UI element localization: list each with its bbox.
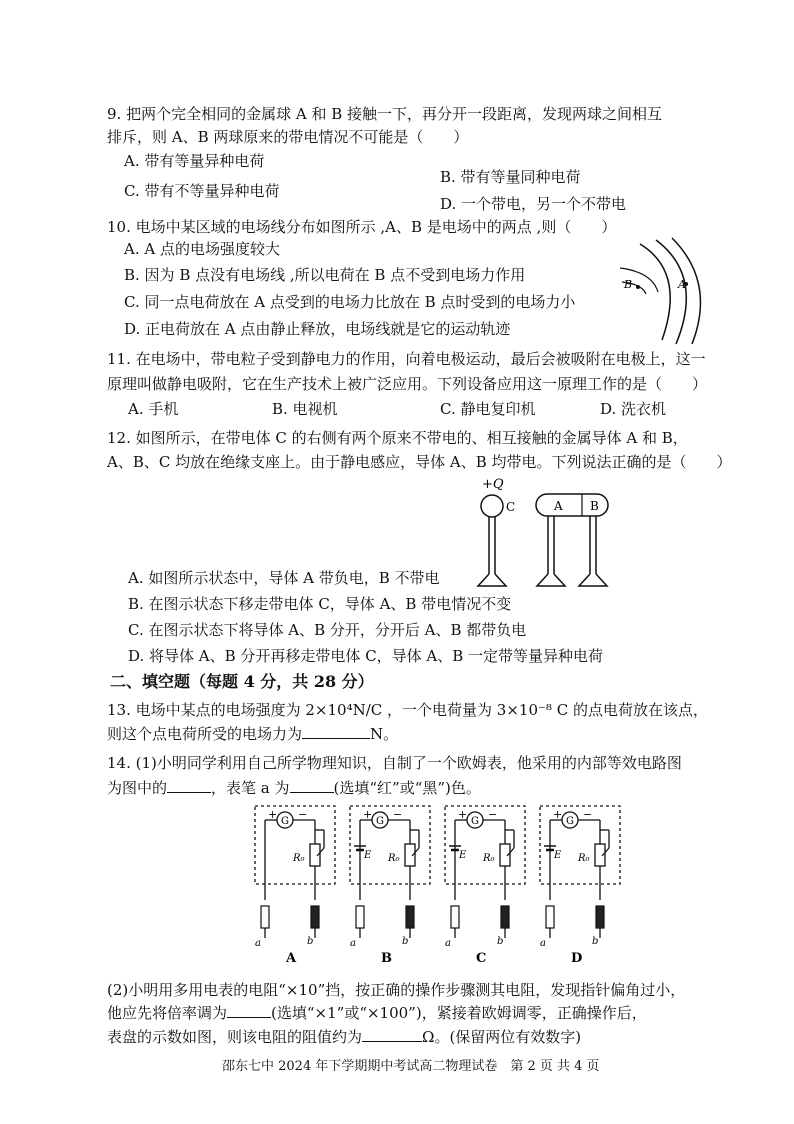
dashed-enclosure [540, 806, 620, 884]
polarity-minus: − [393, 808, 403, 821]
answer-blank[interactable] [227, 1003, 271, 1018]
q9-option-c: C. 带有不等量异种电荷 [124, 182, 280, 200]
q10-option-a: A. A 点的电场强度较大 [124, 240, 280, 258]
q14-part2-line1: (2)小明用多用电表的电阻“×10”挡，按正确的操作步骤测其电阻，发现指针偏角过小， [107, 981, 686, 999]
q14-stem-line2: 为图中的 ，表笔 a 为 (选填“红”或“黑”)色。 [107, 779, 481, 797]
q12-option-a: A. 如图所示状态中，导体 A 带负电，B 不带电 [128, 569, 440, 587]
probe-a-icon [356, 906, 364, 928]
section-heading: 二、填空题（每题 4 分，共 28 分） [110, 672, 374, 691]
q12-label-a: A [554, 499, 563, 513]
probe-b-icon [311, 906, 319, 928]
circuit-option-label: C [476, 951, 487, 966]
q11-option-a: A. 手机 [128, 400, 179, 418]
dashed-enclosure [445, 806, 525, 884]
q12-conductor-figure [470, 474, 620, 592]
circuit-option-label: A [286, 951, 297, 966]
q13-stem-line2: 则这个点电荷所受的电场力为 N。 [107, 725, 399, 743]
q9-option-b: B. 带有等量同种电荷 [440, 168, 581, 186]
probe-b-label: b [497, 936, 504, 947]
polarity-plus: + [553, 808, 563, 821]
q10-option-c: C. 同一点电荷放在 A 点受到的电场力比放在 B 点时受到的电场力小 [124, 293, 576, 311]
q12-option-c: C. 在图示状态下将导体 A、B 分开，分开后 A、B 都带负电 [128, 621, 527, 639]
q12-option-b: B. 在图示状态下移走带电体 C，导体 A、B 带电情况不变 [128, 595, 512, 613]
galvanometer-label: G [566, 816, 574, 827]
circuit-option-label: B [381, 951, 392, 966]
dashed-enclosure [350, 806, 430, 884]
answer-blank[interactable] [167, 778, 211, 793]
q11-stem-line2: 原理叫做静电吸附，它在生产技术上被广泛应用。下列设备应用这一原理工作的是（ ） [107, 375, 708, 393]
polarity-minus: − [488, 808, 498, 821]
probe-b-icon [596, 906, 604, 928]
polarity-plus: + [458, 808, 468, 821]
answer-blank[interactable] [290, 778, 334, 793]
q10-label-a: A [678, 278, 686, 291]
q14-circuit-options-figure [250, 800, 640, 968]
probe-b-label: b [592, 936, 599, 947]
probe-b-label: b [402, 936, 409, 947]
q11-option-b: B. 电视机 [272, 400, 338, 418]
q13-stem-line1: 13. 电场中某点的电场强度为 2×10⁴N/C ，一个电荷量为 3×10⁻⁸ C 的点电荷放在该点， [107, 701, 708, 719]
q10-option-d: D. 正电荷放在 A 点由静止释放，电场线就是它的运动轨迹 [124, 320, 511, 338]
answer-blank[interactable] [362, 1027, 422, 1042]
q11-option-c: C. 静电复印机 [440, 400, 536, 418]
q9-stem-line2: 排斥，则 A、B 两球原来的带电情况不可能是（ ） [107, 128, 469, 146]
dashed-enclosure [255, 806, 335, 884]
probe-a-label: a [350, 938, 356, 949]
q9-option-a: A. 带有等量异种电荷 [124, 152, 265, 170]
probe-a-icon [546, 906, 554, 928]
polarity-plus: + [268, 808, 278, 821]
probe-a-icon [451, 906, 459, 928]
q12-option-d: D. 将导体 A、B 分开再移走带电体 C，导体 A、B 一定带等量异种电荷 [128, 647, 604, 665]
q9-option-d: D. 一个带电，另一个不带电 [440, 195, 627, 213]
q10-label-b: B [624, 278, 633, 291]
circuit-option-label: D [571, 951, 583, 966]
battery-label: E [459, 850, 467, 861]
q10-option-b: B. 因为 B 点没有电场线 ,所以电荷在 B 点不受到电场力作用 [124, 266, 526, 284]
galvanometer-label: G [471, 816, 479, 827]
q11-stem-line1: 11. 在电场中，带电粒子受到静电力的作用，向着电极运动，最后会被吸附在电极上，这一 [107, 350, 706, 368]
galvanometer-label: G [376, 816, 384, 827]
resistor-label: R₀ [293, 853, 305, 864]
page-footer: 邵东七中 2024 年下学期期中考试高二物理试卷 第 2 页 共 4 页 [222, 1059, 600, 1074]
probe-a-label: a [445, 938, 451, 949]
q12-label-b: B [590, 499, 599, 513]
probe-a-icon [261, 906, 269, 928]
probe-b-icon [406, 906, 414, 928]
probe-b-label: b [307, 936, 314, 947]
charged-sphere-c [481, 495, 503, 517]
q12-stem-line2: A、B、C 均放在绝缘支座上。由于静电感应，导体 A、B 均带电。下列说法正确的是（ ） [107, 453, 732, 471]
probe-a-label: a [255, 938, 261, 949]
q14-part2-line2: 他应先将倍率调为 (选填“×1”或“×100”)，紧接着欧姆调零，正确操作后， [107, 1004, 647, 1022]
answer-blank[interactable] [302, 724, 370, 739]
resistor-label: R₀ [578, 853, 590, 864]
q10-stem: 10. 电场中某区域的电场线分布如图所示 ,A、B 是电场中的两点 ,则（ ） [107, 218, 617, 236]
q11-option-d: D. 洗衣机 [600, 400, 667, 418]
polarity-minus: − [298, 808, 308, 821]
polarity-minus: − [583, 808, 593, 821]
probe-b-icon [501, 906, 509, 928]
q9-stem-line1: 9. 把两个完全相同的金属球 A 和 B 接触一下，再分开一段距离，发现两球之间相互 [107, 105, 663, 123]
q12-stem-line1: 12. 如图所示，在带电体 C 的右侧有两个原来不带电的、相互接触的金属导体 A 和 B， [107, 429, 688, 447]
battery-label: E [364, 850, 372, 861]
battery-label: E [554, 850, 562, 861]
polarity-plus: + [363, 808, 373, 821]
resistor-label: R₀ [483, 853, 495, 864]
q14-stem-line1: 14. (1)小明同学利用自己所学物理知识，自制了一个欧姆表，他采用的内部等效电路图 [107, 754, 682, 772]
probe-a-label: a [540, 938, 546, 949]
q12-charge-label: +Q [482, 477, 504, 492]
q12-label-c: C [506, 500, 516, 514]
galvanometer-label: G [281, 816, 289, 827]
q14-part2-line3: 表盘的示数如图，则该电阻的阻值约为 Ω。(保留两位有效数字) [107, 1028, 582, 1046]
resistor-label: R₀ [388, 853, 400, 864]
q10-field-lines-figure [600, 232, 720, 347]
